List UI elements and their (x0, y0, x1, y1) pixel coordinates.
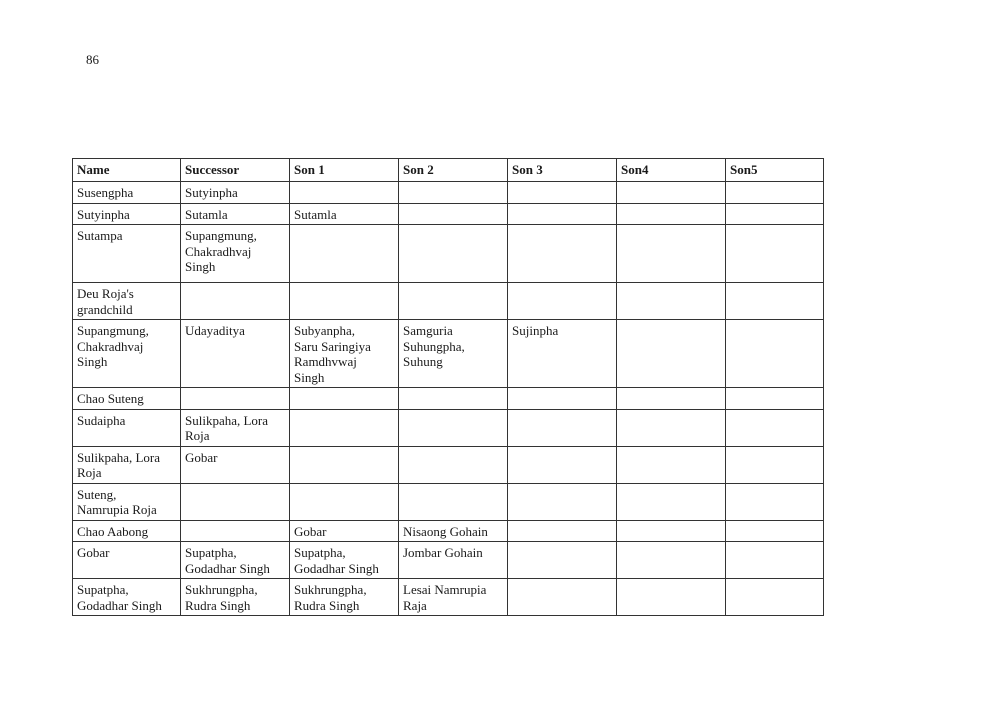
cell-text: Supangmung, Chakradhvaj Singh (77, 323, 149, 369)
cell-text: Sudaipha (77, 412, 126, 428)
son-1-cell (290, 388, 399, 410)
cell-text: Sulikpaha, Lora Roja (185, 412, 269, 443)
name-cell (73, 483, 181, 520)
son-2-cell (399, 409, 508, 446)
son-2-cell (399, 446, 508, 483)
table-row (73, 520, 824, 542)
cell-text: Gobar (77, 545, 110, 560)
name-cell (73, 203, 181, 225)
son-1-cell (290, 182, 399, 204)
cell-text: Udayaditya (185, 323, 245, 338)
son-5-cell (726, 542, 824, 579)
son-1-cell (290, 320, 399, 388)
successor-cell (181, 320, 290, 388)
son-5-cell (726, 579, 824, 616)
header-row (73, 159, 824, 182)
son-4-cell (617, 182, 726, 204)
table-row (73, 283, 824, 320)
cell-text: Sulikpaha, Lora Roja (77, 449, 161, 480)
son-1-cell (290, 409, 399, 446)
son-3-cell (508, 542, 617, 579)
son-3-cell (508, 579, 617, 616)
successor-cell (181, 388, 290, 410)
son-2-cell (399, 388, 508, 410)
son-5-cell (726, 483, 824, 520)
son-5-cell (726, 388, 824, 410)
son-5-cell (726, 283, 824, 320)
son-1-cell (290, 225, 399, 283)
cell-text: Sutyinpha (77, 206, 130, 222)
son-2-cell (399, 542, 508, 579)
name-cell (73, 542, 181, 579)
name-cell (73, 409, 181, 446)
table-row (73, 483, 824, 520)
cell-text: Sutyinpha (185, 185, 238, 200)
cell-text: Sutamla (185, 206, 228, 222)
son-4-cell (617, 579, 726, 616)
successor-cell (181, 520, 290, 542)
son-1-cell (290, 203, 399, 225)
cell-text: Gobar (185, 449, 218, 465)
son-5-cell (726, 520, 824, 542)
son-2-cell (399, 483, 508, 520)
succession-table (72, 158, 824, 616)
name-cell (73, 446, 181, 483)
table-row (73, 225, 824, 283)
table-row (73, 320, 824, 388)
son-4-cell (617, 320, 726, 388)
son-4-cell (617, 483, 726, 520)
header-name: Name (73, 159, 181, 182)
cell-text: Sutampa (77, 228, 123, 243)
son-3-cell (508, 446, 617, 483)
son-5-cell (726, 203, 824, 225)
son-2-cell (399, 520, 508, 542)
cell-text: Lesai Namrupia Raja (403, 582, 487, 613)
son-4-cell (617, 225, 726, 283)
cell-text: Subyanpha, Saru Saringiya Ramdhvwaj Singh (294, 323, 371, 385)
son-2-cell (399, 225, 508, 283)
son-5-cell (726, 409, 824, 446)
son-2-cell (399, 283, 508, 320)
header-son-2: Son 2 (399, 159, 508, 182)
table-row (73, 388, 824, 410)
son-1-cell (290, 483, 399, 520)
name-cell (73, 388, 181, 410)
son-4-cell (617, 446, 726, 483)
successor-cell (181, 283, 290, 320)
successor-cell (181, 225, 290, 283)
header-son-1: Son 1 (290, 159, 399, 182)
son-3-cell (508, 320, 617, 388)
cell-text: Chao Suteng (77, 391, 144, 406)
son-2-cell (399, 320, 508, 388)
son-5-cell (726, 320, 824, 388)
cell-text: Supatpha, Godadhar Singh (294, 545, 379, 576)
cell-text: Chao Aabong (77, 523, 149, 539)
son-1-cell (290, 579, 399, 616)
son-2-cell (399, 203, 508, 225)
son-3-cell (508, 409, 617, 446)
son-3-cell (508, 225, 617, 283)
header-son-4: Son4 (617, 159, 726, 182)
cell-text: Supangmung, Chakradhvaj Singh (185, 228, 257, 274)
name-cell (73, 320, 181, 388)
successor-cell (181, 203, 290, 225)
table-row (73, 182, 824, 204)
header-son-5: Son5 (726, 159, 824, 182)
table-row (73, 446, 824, 483)
name-cell (73, 182, 181, 204)
header-son-3: Son 3 (508, 159, 617, 182)
name-cell (73, 520, 181, 542)
successor-cell (181, 446, 290, 483)
cell-text: Deu Roja's grandchild (77, 286, 134, 317)
cell-text: Sukhrungpha, Rudra Singh (185, 582, 258, 613)
son-4-cell (617, 203, 726, 225)
son-2-cell (399, 579, 508, 616)
cell-text: Sutamla (294, 206, 337, 222)
successor-cell (181, 409, 290, 446)
cell-text: Supatpha, Godadhar Singh (77, 582, 162, 613)
successor-cell (181, 579, 290, 616)
successor-cell (181, 542, 290, 579)
son-1-cell (290, 446, 399, 483)
son-5-cell (726, 225, 824, 283)
son-3-cell (508, 203, 617, 225)
son-5-cell (726, 446, 824, 483)
cell-text: Supatpha, Godadhar Singh (185, 545, 270, 576)
header-successor: Successor (181, 159, 290, 182)
cell-text: Susengpha (77, 185, 134, 200)
successor-cell (181, 483, 290, 520)
table-row (73, 579, 824, 616)
cell-text: Gobar (294, 523, 327, 539)
son-4-cell (617, 283, 726, 320)
cell-text: Suteng, Namrupia Roja (77, 486, 157, 517)
son-5-cell (726, 182, 824, 204)
son-4-cell (617, 542, 726, 579)
cell-text: Jombar Gohain (403, 545, 483, 560)
son-4-cell (617, 520, 726, 542)
son-1-cell (290, 283, 399, 320)
cell-text: Sukhrungpha, Rudra Singh (294, 582, 367, 613)
cell-text: Nisaong Gohain (403, 523, 488, 539)
son-3-cell (508, 283, 617, 320)
name-cell (73, 225, 181, 283)
son-3-cell (508, 182, 617, 204)
name-cell (73, 579, 181, 616)
son-1-cell (290, 542, 399, 579)
son-4-cell (617, 409, 726, 446)
cell-text: Samguria Suhungpha, Suhung (403, 323, 465, 369)
son-3-cell (508, 520, 617, 542)
son-4-cell (617, 388, 726, 410)
page-number: 86 (86, 52, 99, 67)
table-row (73, 409, 824, 446)
table-row (73, 542, 824, 579)
successor-cell (181, 182, 290, 204)
son-2-cell (399, 182, 508, 204)
table-row (73, 203, 824, 225)
son-3-cell (508, 483, 617, 520)
table-body (73, 182, 824, 616)
name-cell (73, 283, 181, 320)
son-3-cell (508, 388, 617, 410)
cell-text: Sujinpha (512, 323, 559, 338)
son-1-cell (290, 520, 399, 542)
